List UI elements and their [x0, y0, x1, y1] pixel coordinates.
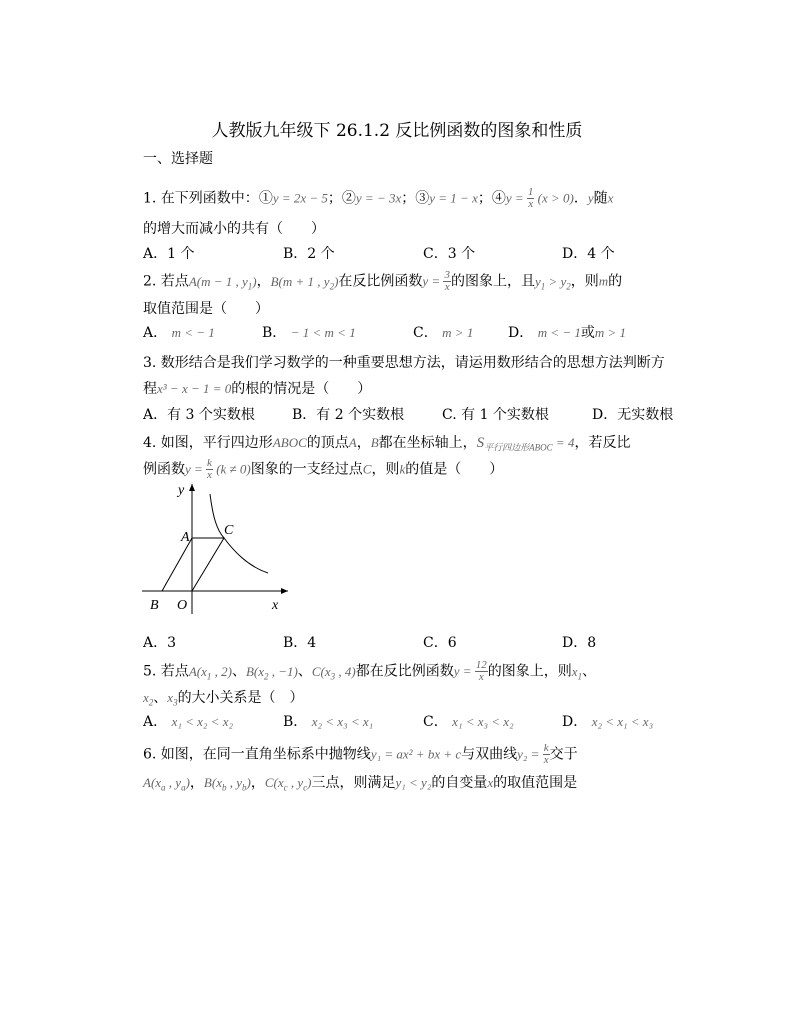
q2-condition: $y_1 > y_2$ — [534, 273, 571, 292]
q5-option-d: D． x₂ < x₁ < x₃ — [562, 714, 654, 730]
q5-point-c: $C(x_3$ , 4) — [311, 663, 356, 682]
q2-comma: ， — [256, 273, 271, 290]
q3-option-d: D．无实数根 — [592, 407, 674, 423]
q2-option-a: A． m < − 1 — [143, 325, 215, 341]
question-5-line-2: $x_2$、$x_3$的大小关系是（ ） — [143, 690, 304, 708]
q1-with: 随 — [593, 190, 608, 207]
label-c: C — [224, 523, 234, 538]
q1-option-d: D．4 个 — [562, 246, 615, 262]
q4-abc: ABOC — [272, 435, 307, 450]
label-a: A — [181, 530, 190, 545]
x-axis-arrow — [281, 588, 288, 594]
q5-option-c: C． x₁ < x₃ < x₂ — [423, 714, 514, 730]
y-axis-arrow — [189, 484, 195, 491]
question-3-line-2: 程x³ − x − 1 = 0的根的情况是（ ） — [143, 381, 372, 397]
q2-option-d: D． m < − 1或m > 1 — [508, 325, 627, 341]
label-o: O — [177, 598, 188, 613]
q1-prefix: 1. 在下列函数中： — [143, 190, 259, 207]
label-b: B — [150, 598, 159, 613]
q3-option-a: A．有 3 个实数根 — [143, 407, 255, 423]
question-4-line-2: 例函数y = $\frac{k}{x}$ (k ≠ 0)图象的一支经过点C，则k的值是（ ） — [143, 457, 504, 481]
question-6-line-1: 6. 如图，在同一直角坐标系中抛物线y₁ = ax² + bx + c与双曲线y₂ = $\frac{k}{x}$ 交于 — [143, 742, 578, 766]
hyperbola-curve — [210, 494, 268, 573]
label-x: x — [272, 598, 279, 613]
q6-point-b: $B(x_b$ , $y_b$) — [203, 775, 251, 793]
q2-point-b: B(m + 1 , $y_2$) — [270, 273, 339, 292]
q1-x: x — [607, 190, 614, 206]
q1-sep: ； — [401, 190, 416, 207]
q2-func: y = — [422, 273, 444, 289]
q4-option-c: C．6 — [423, 635, 457, 651]
q1-option-a: A．1 个 — [143, 246, 195, 262]
q4-option-b: B．4 — [283, 635, 317, 651]
question-2-line-1 — [143, 270, 622, 293]
q2-point-a: A(m − 1 , $y_1$) — [188, 273, 257, 292]
question-5-line-1: 5. 若点$A(x_1$ , 2)、$B(x_2$ , −1)、$C(x_3$ , 4)都在反比例函数y = $\frac{12}{x}$ 的图象上，则$x_1$、 — [143, 659, 597, 683]
q5-point-a: $A(x_1$ , 2) — [188, 663, 232, 682]
q2-tail: ，则 — [570, 273, 599, 290]
q5-option-a: A． x₁ < x₂ < x₂ — [143, 714, 233, 730]
page-title: 人教版九年级下 26.1.2 反比例函数的图象和性质 — [211, 121, 583, 141]
q6-parabola: y₁ = ax² + bx + c — [370, 746, 462, 762]
q1-func-4-domain: (x > 0) — [534, 190, 574, 206]
section-heading: 一、选择题 — [143, 151, 213, 167]
q1-num-4: ④ — [491, 190, 506, 207]
q5-point-b: $B(x_2$ , −1) — [245, 663, 298, 682]
q2-tail2: 的 — [608, 273, 623, 290]
q2-mid2: 的图象上，且 — [450, 273, 535, 290]
question-1-line-2: 的增大而减小的共有（ ） — [143, 221, 325, 237]
q3-equation: x³ − x − 1 = 0 — [157, 381, 232, 396]
q1-sep: ； — [327, 190, 342, 207]
q3-option-c: C. 有 1 个实数根 — [442, 407, 549, 423]
q5-option-b: B． x₂ < x₃ < x₁ — [283, 714, 374, 730]
question-3-line-1: 3. 数形结合是我们学习数学的一种重要思想方法，请运用数形结合的思想方法判断方 — [143, 355, 665, 371]
q2-fraction: $\frac{3}{x}$ — [444, 269, 450, 293]
q2-option-b: B． − 1 < m < 1 — [262, 325, 356, 341]
label-y: y — [178, 483, 185, 498]
question-1-line-1 — [143, 187, 613, 210]
q1-fraction: $\frac{1}{x}$ — [527, 186, 534, 210]
q1-option-b: B．2 个 — [283, 246, 335, 262]
question-4-line-1: 4. 如图，平行四边形ABOC的顶点A，B都在坐标轴上，$S_{平行四边形ABOC} = 4$，若反比 — [143, 435, 631, 453]
q1-period: ． — [573, 190, 588, 207]
q6-point-c: $C(x_c$ , $y_c$) — [264, 775, 312, 793]
q1-func-4: y = — [505, 190, 527, 206]
q1-num-2: ② — [341, 190, 356, 207]
q1-func-2: y = − 3x — [355, 190, 402, 206]
q4-area: $S_{平行四边形ABOC} = 4$ — [476, 435, 575, 453]
q6-fraction: $\frac{k}{x}$ — [543, 742, 549, 766]
q4-figure — [140, 478, 300, 618]
q1-func-1: y = 2x − 5 — [272, 190, 328, 206]
parallelogram — [162, 538, 224, 591]
question-2-line-2: 取值范围是（ ） — [143, 301, 269, 317]
q5-fraction: $\frac{12}{x}$ — [475, 659, 487, 683]
q1-num-1: ① — [258, 190, 273, 207]
q4-option-d: D．8 — [562, 635, 597, 651]
q1-num-3: ③ — [415, 190, 430, 207]
q1-sep: ； — [477, 190, 492, 207]
q2-mid: 在反比例函数 — [338, 273, 423, 290]
q2-prefix: 2. 若点 — [143, 273, 189, 290]
q6-point-a: $A(x_a$ , $y_a$) — [143, 775, 190, 793]
q1-func-3: y = 1 − x — [429, 190, 478, 206]
q3-option-b: B．有 2 个实数根 — [292, 407, 405, 423]
q4-fraction: $\frac{k}{x}$ — [207, 457, 212, 481]
q1-option-c: C．3 个 — [423, 246, 476, 262]
q2-m: m — [598, 273, 609, 289]
q1-y: y — [587, 190, 594, 206]
question-6-line-2: $A(x_a$ , $y_a$)，$B(x_b$ , $y_b$)，$C(x_c$ , $y_c$)三点，则满足y₁ < y₂的自变量x的取值范围是 — [143, 775, 578, 793]
q4-option-a: A．3 — [143, 635, 177, 651]
q2-option-c: C． m > 1 — [413, 325, 474, 341]
